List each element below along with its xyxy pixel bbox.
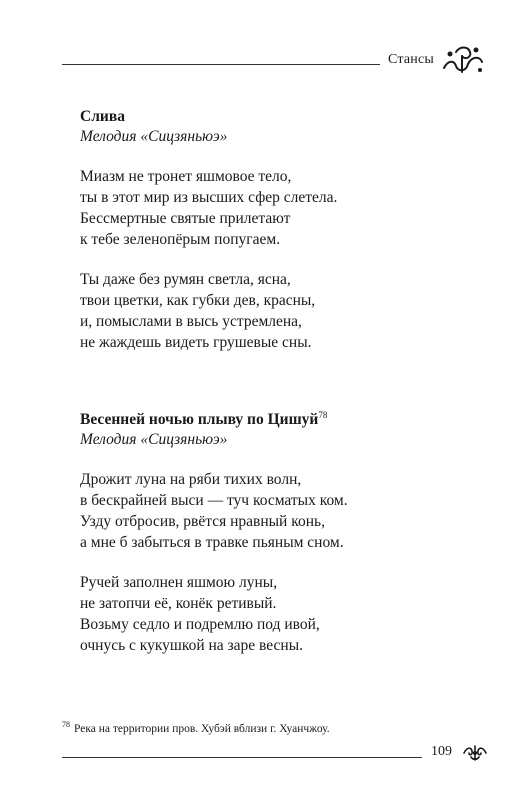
poem-line: Ты даже без румян светла, ясна, <box>80 271 291 288</box>
poem-melody: Мелодия «Сицзяньюэ» <box>80 128 228 145</box>
stanza <box>80 166 460 250</box>
page-number: 109 <box>431 744 452 759</box>
poem-line: Ручей заполнен яшмою луны, <box>80 574 278 591</box>
running-header-title: Стансы <box>388 52 434 67</box>
poem-line: Дрожит луна на ряби тихих волн, <box>80 471 302 488</box>
footnote-text: Река на территории пров. Хубэй вблизи г. Хуанчжоу. <box>74 723 330 735</box>
poem-line: ты в этот мир из высших сфер слетела. <box>80 189 338 206</box>
poem-line: в бескрайней выси — туч косматых ком. <box>80 492 348 509</box>
header-rule <box>62 64 380 65</box>
poem-line: и, помыслами в высь устремлена, <box>80 313 302 330</box>
poem-title: Слива <box>80 108 125 125</box>
poem <box>80 410 460 656</box>
poem-separator <box>80 372 460 410</box>
poem-line: Миазм не тронет яшмовое тело, <box>80 168 292 185</box>
poem-line: Возьму седло и подремлю под ивой, <box>80 616 320 633</box>
poem-line: не затопчи её, конёк ретивый. <box>80 595 277 612</box>
footer-rule <box>62 757 422 758</box>
poem-line: не жаждешь видеть грушевые сны. <box>80 334 312 351</box>
floral-ornament-icon <box>440 42 486 76</box>
scroll-ornament-icon <box>462 744 488 762</box>
poem-line: твои цветки, как губки дев, красны, <box>80 292 316 309</box>
stanza <box>80 469 460 553</box>
poem-title: Весенней ночью плыву по Цишуй$^{78}$ <box>80 409 328 428</box>
footnote-ref[interactable]: 78 <box>318 409 328 420</box>
poem-line: к тебе зеленопёрым попугаем. <box>80 231 281 248</box>
page-content <box>80 107 460 675</box>
stanza <box>80 572 460 656</box>
stanza <box>80 269 460 353</box>
poem-line: очнусь с кукушкой на заре весны. <box>80 637 304 654</box>
poem-melody: Мелодия «Сицзяньюэ» <box>80 431 228 448</box>
poem-line: Бессмертные святые прилетают <box>80 210 291 227</box>
poem-line: Узду отбросив, рвётся нравный конь, <box>80 513 325 530</box>
footnote <box>62 720 330 735</box>
footnote-number: 78 <box>62 720 70 730</box>
poem <box>80 107 460 353</box>
poem-line: а мне б забыться в травке пьяным сном. <box>80 534 344 551</box>
